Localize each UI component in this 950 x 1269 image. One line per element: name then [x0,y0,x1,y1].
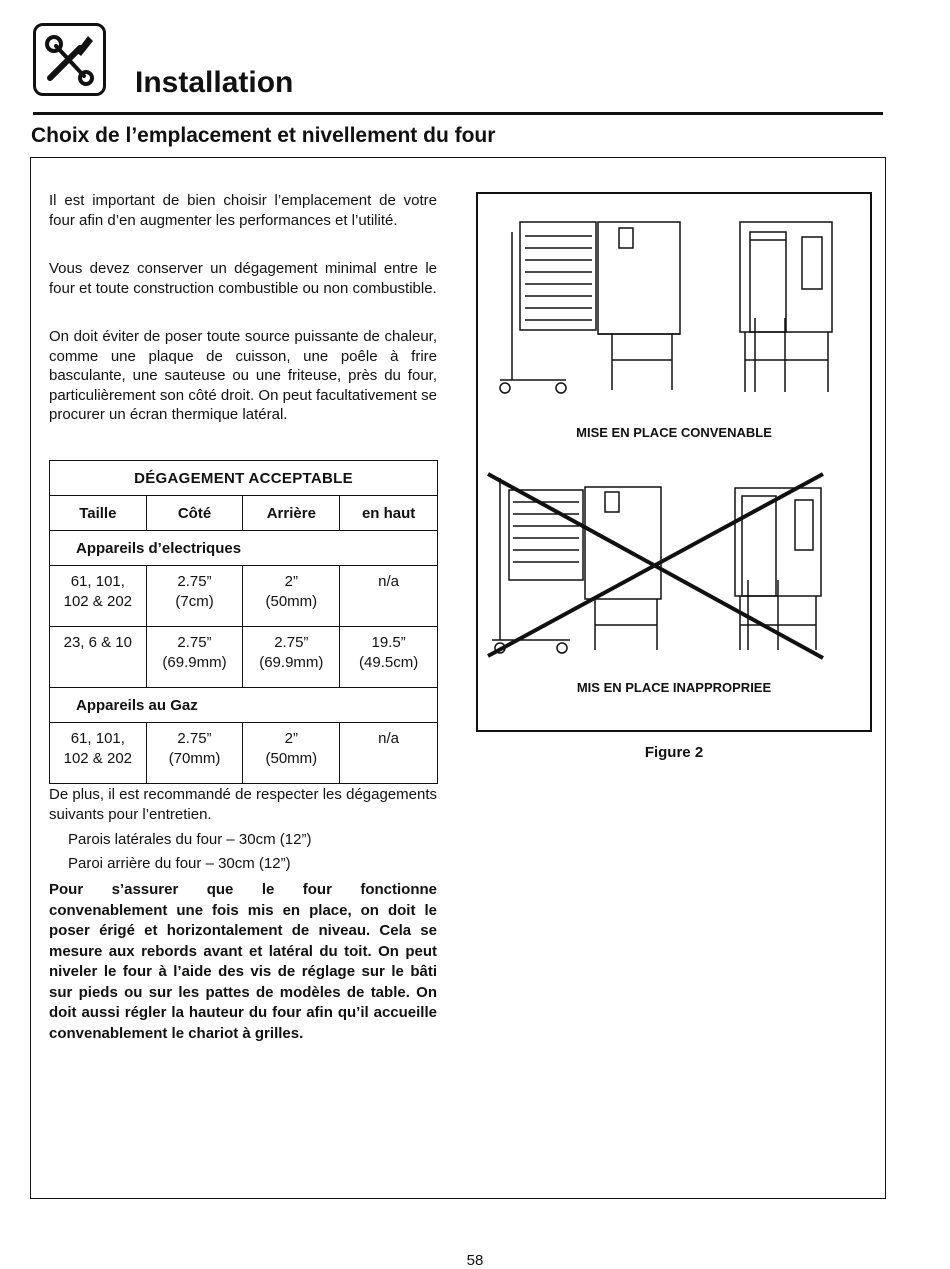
paragraph-leveling-instructions: Pour s’assurer que le four fonctionne convenablement une fois mis en place, on doit le poser érigé et horizontalement de niveau. Cela se mesure aux rebords avant et latéral du toit. On peut niveler le four à l’aide des vis de réglage sur le bâti sur pieds ou sur les pattes de modèles de table. On doit aussi régler la hauteur du four afin qu’il accueille convenablement le chariot à grilles. [49,881,437,1042]
cell-cote: 2.75” (7cm) [146,566,243,627]
cell-cote: 2.75” (69.9mm) [146,627,243,688]
column-header-arriere: Arrière [243,496,340,531]
cell-en-haut: n/a [340,566,438,627]
section-title: Installation [135,66,294,99]
column-header-taille: Taille [50,496,147,531]
cell-taille: 61, 101, 102 & 202 [50,723,147,784]
oven-stand-good-right-image [740,222,832,392]
caption-proper-placement: MISE EN PLACE CONVENABLE [576,425,772,440]
paragraph-location-importance: Il est important de bien choisir l’emplacement de votre four afin d’en augmenter les performances et l’utilité. [49,192,437,229]
oven-stand-bad-left-image [492,478,661,653]
clearance-rear-wall: Paroi arrière du four – 30cm (12”) [68,855,291,872]
group-label-gas: Appareils au Gaz [50,688,438,723]
cell-taille: 23, 6 & 10 [50,627,147,688]
page-number: 58 [466,1252,484,1269]
paragraph-minimum-clearance: Vous devez conserver un dégagement minimal entre le four et toute construction combustible ou non combustible. [49,260,437,297]
table-title: DÉGAGEMENT ACCEPTABLE [50,461,438,496]
figure-label: Figure 2 [644,744,704,761]
oven-stand-bad-right-image [735,488,821,650]
page-subheading: Choix de l’emplacement et nivellement du four [31,124,496,147]
column-header-cote: Côté [146,496,243,531]
group-label-electric: Appareils d’electriques [50,531,438,566]
oven-stand-good-left-image [500,222,680,393]
caption-improper-placement: MIS EN PLACE INAPPROPRIEE [576,680,772,695]
cell-taille: 61, 101, 102 & 202 [50,566,147,627]
cell-arriere: 2” (50mm) [243,566,340,627]
cell-arriere: 2.75” (69.9mm) [243,627,340,688]
cell-en-haut: n/a [340,723,438,784]
paragraph-heat-sources: On doit éviter de poser toute source puissante de chaleur, comme une plaque de cuisson, une poêle à frire basculante, une sauteuse ou une friteuse, près du four, particulièrement son côté droit. On peut facultativement se procurer un écran thermique latéral. [49,328,437,423]
clearance-side-walls: Parois latérales du four – 30cm (12”) [68,831,312,848]
paragraph-service-clearance: De plus, il est recommandé de respecter les dégagements suivants pour l’entretien. [49,786,437,823]
cell-cote: 2.75” (70mm) [146,723,243,784]
cell-en-haut: 19.5” (49.5cm) [340,627,438,688]
column-header-en-haut: en haut [340,496,438,531]
cell-arriere: 2” (50mm) [243,723,340,784]
